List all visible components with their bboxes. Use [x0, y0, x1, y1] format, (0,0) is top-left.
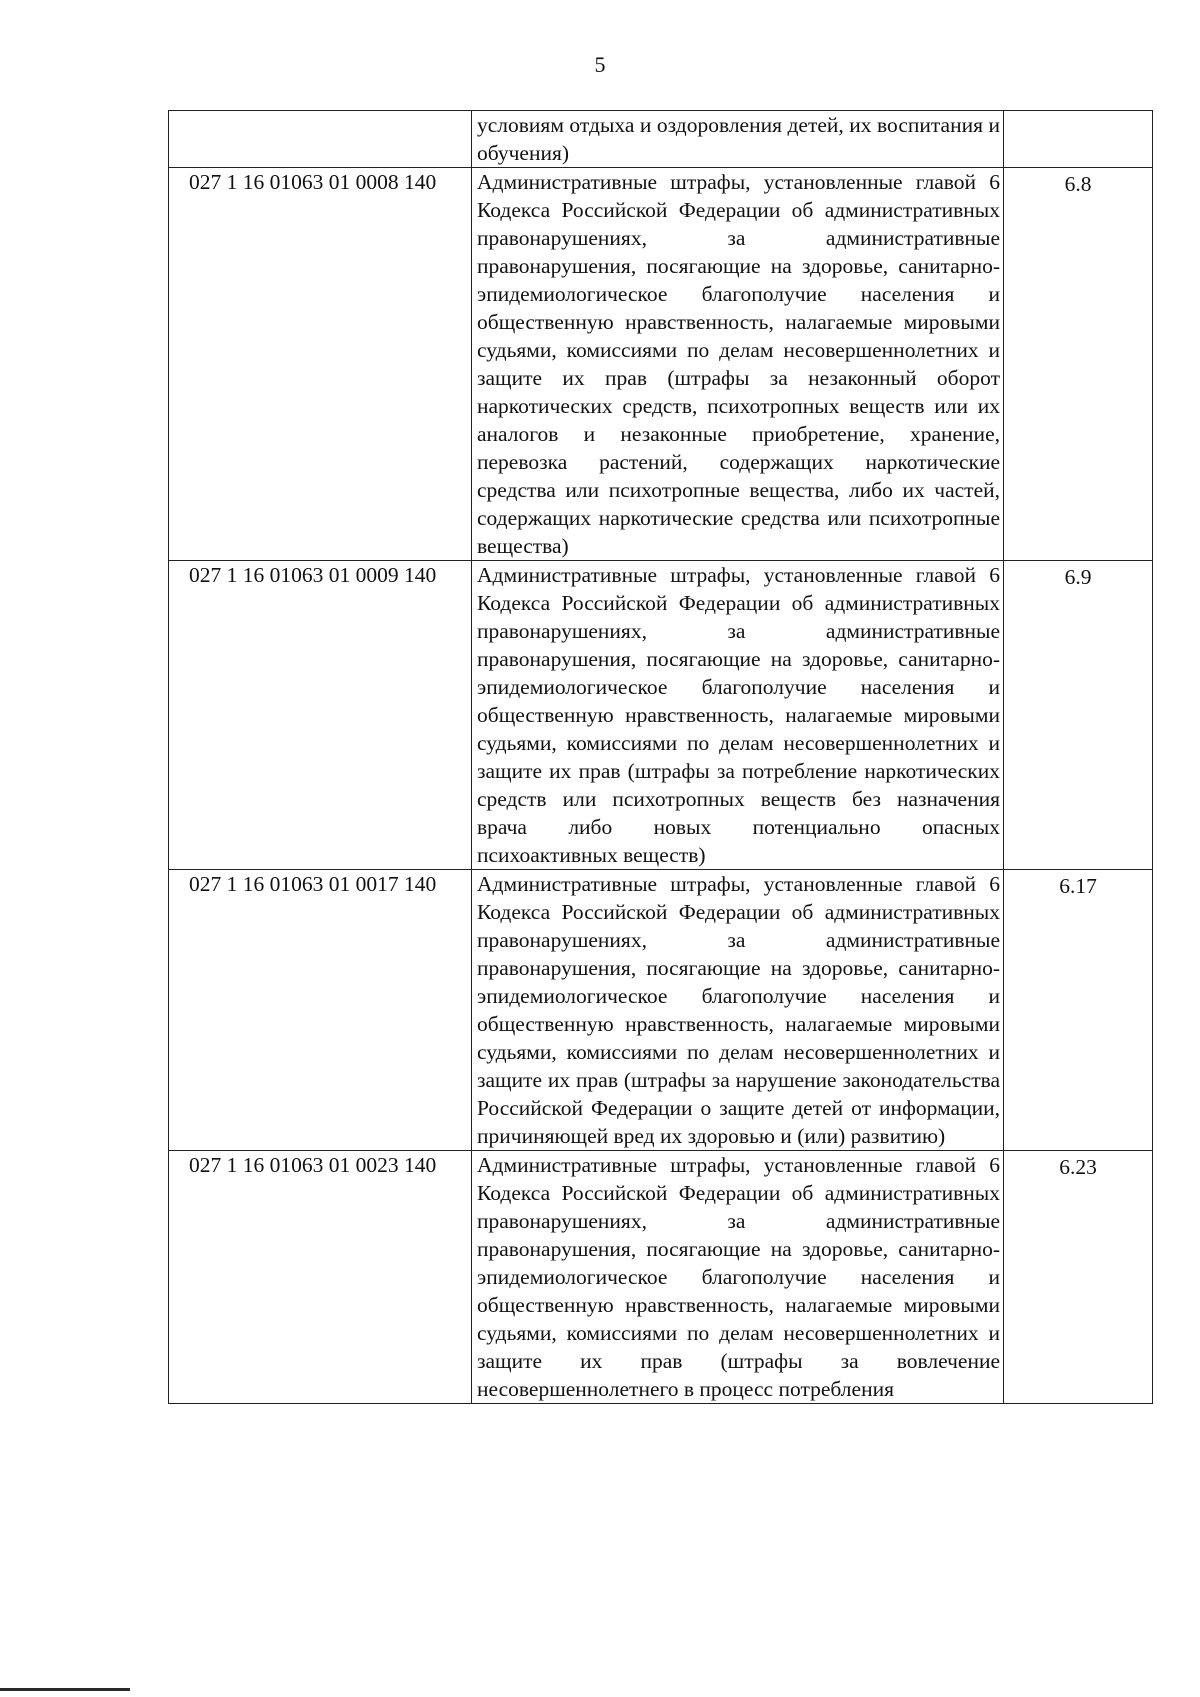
description-cell: Административные штрафы, установленные главой 6 Кодекса Российской Федерации об административных правонарушениях, за административные правонарушения, посягающие на здоровье, санитарно-эпидемиологическое благополучие населения и общественную нравственность, налагаемые мировыми судьями, комиссиями по делам несовершеннолетних и защите их прав (штрафы за вовлечение несовершеннолетнего в процесс потребления	[472, 1151, 1004, 1404]
budget-code-cell	[169, 111, 472, 168]
budget-code-cell: 027 1 16 01063 01 0009 140	[169, 561, 472, 870]
description-cell: условиям отдыха и оздоровления детей, их воспитания и обучения)	[472, 111, 1004, 168]
article-cell: 6.23	[1004, 1151, 1153, 1404]
fines-table	[168, 110, 1153, 1404]
table-row	[169, 111, 1153, 168]
article-cell: 6.17	[1004, 870, 1153, 1151]
bottom-edge-rule	[0, 1688, 130, 1691]
table-row	[169, 561, 1153, 870]
table-row	[169, 168, 1153, 561]
table-row	[169, 870, 1153, 1151]
table-row	[169, 1151, 1153, 1404]
budget-code-cell: 027 1 16 01063 01 0023 140	[169, 1151, 472, 1404]
article-cell: 6.8	[1004, 168, 1153, 561]
budget-code-cell: 027 1 16 01063 01 0008 140	[169, 168, 472, 561]
article-cell	[1004, 111, 1153, 168]
description-cell: Административные штрафы, установленные главой 6 Кодекса Российской Федерации об административных правонарушениях, за административные правонарушения, посягающие на здоровье, санитарно-эпидемиологическое благополучие населения и общественную нравственность, налагаемые мировыми судьями, комиссиями по делам несовершеннолетних и защите их прав (штрафы за незаконный оборот наркотических средств, психотропных веществ или их аналогов и незаконные приобретение, хранение, перевозка растений, содержащих наркотические средства или психотропные вещества, либо их частей, содержащих наркотические средства или психотропные вещества)	[472, 168, 1004, 561]
description-cell: Административные штрафы, установленные главой 6 Кодекса Российской Федерации об административных правонарушениях, за административные правонарушения, посягающие на здоровье, санитарно-эпидемиологическое благополучие населения и общественную нравственность, налагаемые мировыми судьями, комиссиями по делам несовершеннолетних и защите их прав (штрафы за нарушение законодательства Российской Федерации о защите детей от информации, причиняющей вред их здоровью и (или) развитию)	[472, 870, 1004, 1151]
description-cell: Административные штрафы, установленные главой 6 Кодекса Российской Федерации об административных правонарушениях, за административные правонарушения, посягающие на здоровье, санитарно-эпидемиологическое благополучие населения и общественную нравственность, налагаемые мировыми судьями, комиссиями по делам несовершеннолетних и защите их прав (штрафы за потребление наркотических средств или психотропных веществ без назначения врача либо новых потенциально опасных психоактивных веществ)	[472, 561, 1004, 870]
budget-code-cell: 027 1 16 01063 01 0017 140	[169, 870, 472, 1151]
page-number: 5	[594, 52, 606, 77]
article-cell: 6.9	[1004, 561, 1153, 870]
